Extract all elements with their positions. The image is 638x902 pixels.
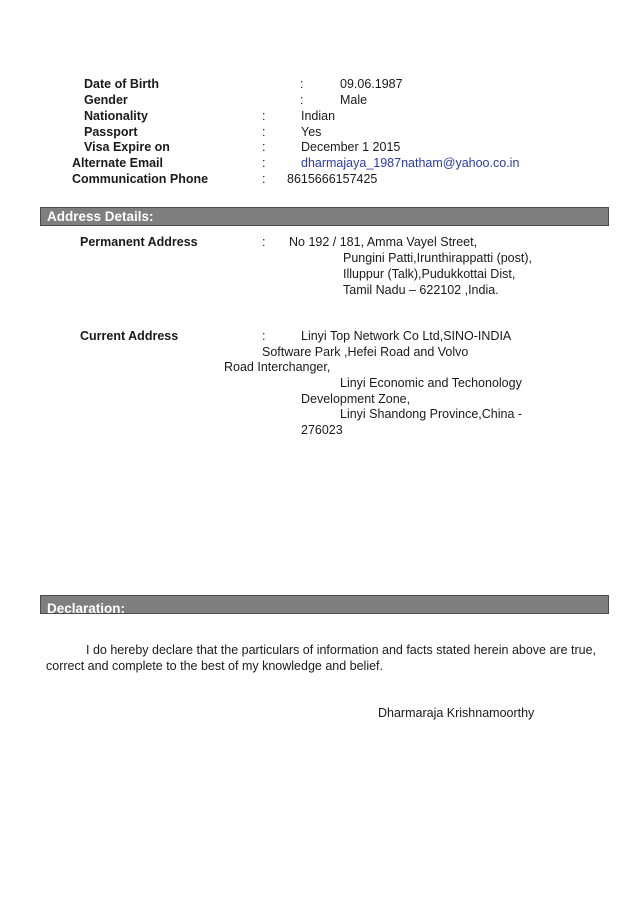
phone-label: Communication Phone xyxy=(72,172,209,186)
permanent-address-line: Illuppur (Talk),Pudukkottai Dist, xyxy=(343,267,516,281)
passport-label: Passport xyxy=(84,125,138,139)
gender-colon: : xyxy=(300,93,304,107)
dob-colon: : xyxy=(300,77,304,91)
permanent-address-colon: : xyxy=(262,235,266,249)
declaration-text-line: I do hereby declare that the particulars of information and facts stated herein above are true, xyxy=(86,643,597,657)
declaration-text-line: correct and complete to the best of my knowledge and belief. xyxy=(46,659,383,673)
current-address-line: Road Interchanger, xyxy=(224,360,331,374)
current-address-line: Linyi Top Network Co Ltd,SINO-INDIA xyxy=(301,329,512,343)
nationality-label: Nationality xyxy=(84,109,148,123)
alternate-email-colon: : xyxy=(262,156,266,170)
phone-value: 8615666157425 xyxy=(287,172,378,186)
declaration-section-title: Declaration: xyxy=(47,601,126,614)
nationality-colon: : xyxy=(262,109,266,123)
nationality-value: Indian xyxy=(301,109,336,123)
dob-value: 09.06.1987 xyxy=(340,77,403,91)
permanent-address-line: Pungini Patti,Irunthirappatti (post), xyxy=(343,251,532,265)
passport-value: Yes xyxy=(301,125,322,139)
declaration-section-header xyxy=(40,595,609,614)
current-address-label: Current Address xyxy=(80,329,179,343)
phone-colon: : xyxy=(262,172,266,186)
dob-label: Date of Birth xyxy=(84,77,159,91)
signature-name: Dharmaraja Krishnamoorthy xyxy=(378,706,535,720)
gender-value: Male xyxy=(340,93,368,107)
visa-label: Visa Expire on xyxy=(84,140,170,154)
visa-value: December 1 2015 xyxy=(301,140,401,154)
current-address-line: Software Park ,Hefei Road and Volvo xyxy=(262,345,469,359)
current-address-line: Linyi Shandong Province,China - xyxy=(340,407,523,421)
permanent-address-line: No 192 / 181, Amma Vayel Street, xyxy=(289,235,478,249)
address-section-header xyxy=(40,207,609,226)
current-address-line: 276023 xyxy=(301,423,343,437)
passport-colon: : xyxy=(262,125,266,139)
address-section-title: Address Details: xyxy=(47,209,154,224)
visa-colon: : xyxy=(262,140,266,154)
current-address-line: Development Zone, xyxy=(301,392,411,406)
permanent-address-line: Tamil Nadu – 622102 ,India. xyxy=(343,283,499,297)
alternate-email-label: Alternate Email xyxy=(72,156,164,170)
alternate-email-link[interactable]: dharmajaya_1987natham@yahoo.co.in xyxy=(301,156,520,170)
permanent-address-label: Permanent Address xyxy=(80,235,198,249)
current-address-colon: : xyxy=(262,329,266,343)
gender-label: Gender xyxy=(84,93,128,107)
current-address-line: Linyi Economic and Techonology xyxy=(340,376,522,390)
